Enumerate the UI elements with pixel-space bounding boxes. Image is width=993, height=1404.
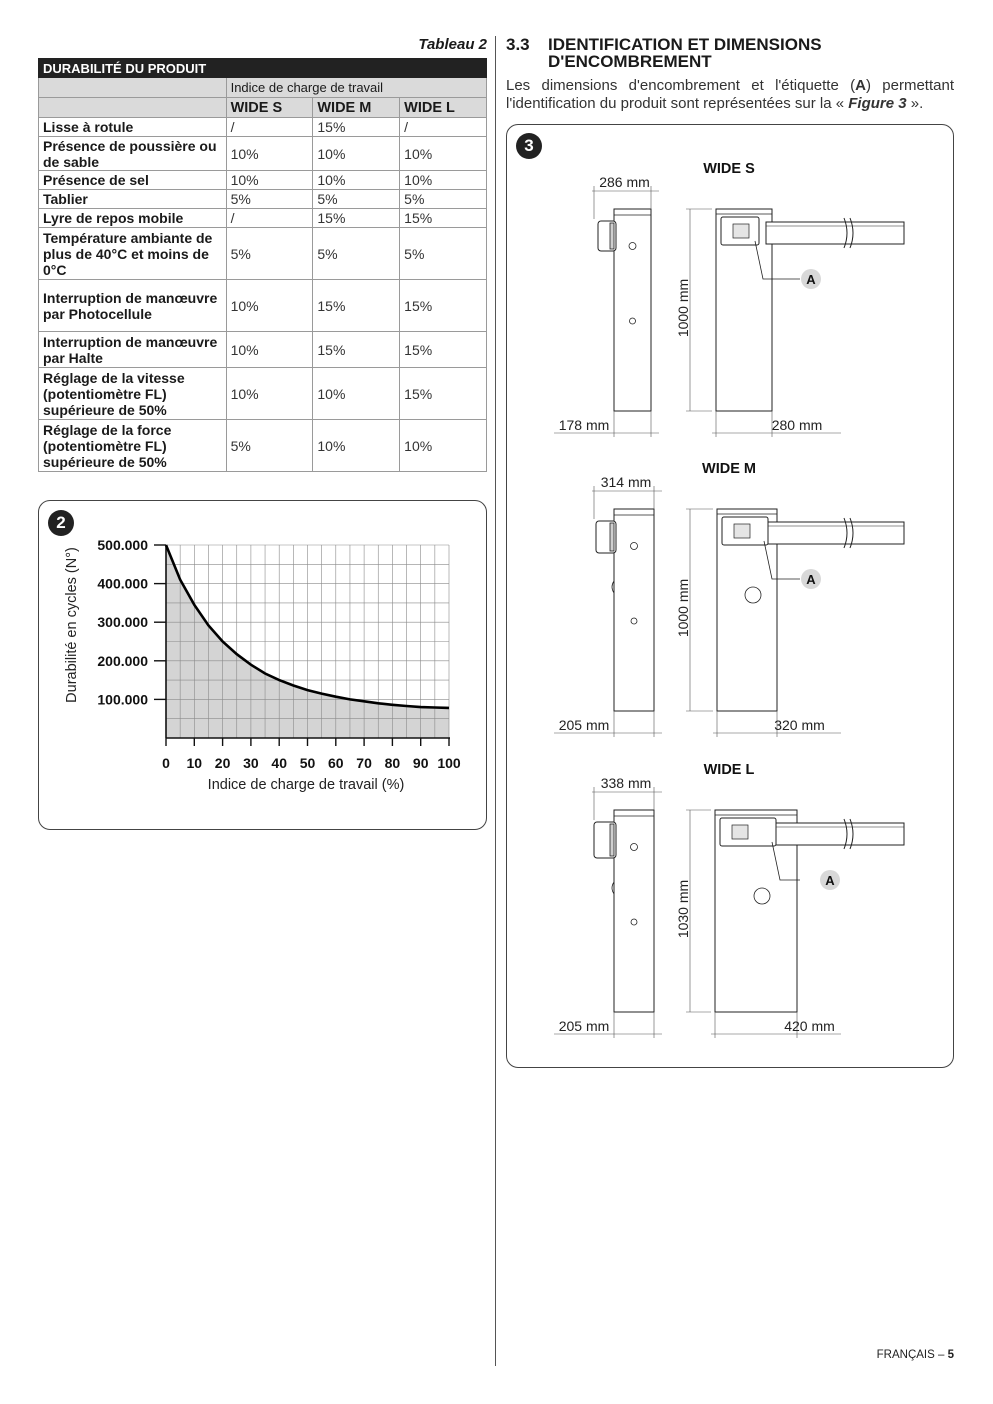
label-letter: A xyxy=(855,77,866,94)
table-row xyxy=(39,171,487,190)
footer-language: FRANÇAIS – xyxy=(876,1349,948,1361)
depth-label: 314 mm xyxy=(600,474,652,490)
row-label: Lyre de repos mobile xyxy=(39,209,227,228)
column-header: WIDE M xyxy=(313,98,400,118)
row-value: 10% xyxy=(313,368,400,420)
release-lock xyxy=(754,888,770,904)
column-divider xyxy=(495,36,496,1366)
header-empty-cell xyxy=(39,98,227,118)
model-name: WIDE S xyxy=(703,161,755,177)
row-value: 10% xyxy=(226,171,313,190)
row-label: Présence de sel xyxy=(39,171,227,190)
column-header: WIDE L xyxy=(400,98,487,118)
width-label: 320 mm xyxy=(774,717,825,733)
side-hole xyxy=(631,618,637,624)
x-tick-label: 20 xyxy=(214,755,231,771)
paragraph-text: ». xyxy=(906,95,924,112)
row-value: 15% xyxy=(313,332,400,368)
callout-letter: A xyxy=(825,873,835,888)
boom-arm xyxy=(765,823,904,845)
row-value: 15% xyxy=(313,209,400,228)
nice-logo xyxy=(732,825,748,839)
figure-3-number: 3 xyxy=(516,133,542,159)
model-drawing-1 xyxy=(554,461,904,737)
x-tick-label: 10 xyxy=(186,755,203,771)
y-tick-label: 400.000 xyxy=(97,575,148,592)
durability-table xyxy=(38,58,487,472)
section-paragraph xyxy=(506,77,954,113)
row-value: / xyxy=(400,118,487,137)
base-depth-label: 178 mm xyxy=(558,417,610,433)
depth-label: 286 mm xyxy=(599,174,650,190)
page-footer xyxy=(877,1349,954,1361)
y-tick-label: 500.000 xyxy=(97,537,148,553)
x-tick-label: 30 xyxy=(243,755,259,771)
x-tick-label: 60 xyxy=(328,755,344,771)
base-depth-label: 205 mm xyxy=(558,1018,610,1034)
width-label: 280 mm xyxy=(771,417,823,433)
section-title: IDENTIFICATION ET DIMENSIONS D'ENCOMBREMENT xyxy=(548,35,822,71)
x-tick-label: 80 xyxy=(384,755,401,771)
y-tick-label: 100.000 xyxy=(97,691,148,708)
callout-letter: A xyxy=(806,272,816,287)
side-hole xyxy=(630,318,636,324)
row-label: Réglage de la vitesse (potentiomètre FL) supérieure de 50% xyxy=(39,368,227,420)
row-label: Température ambiante de plus de 40°C et moins de 0°C xyxy=(39,228,227,280)
table-row xyxy=(39,368,487,420)
row-value: 5% xyxy=(313,190,400,209)
nice-logo xyxy=(734,524,750,538)
row-value: 5% xyxy=(226,420,313,472)
depth-label: 338 mm xyxy=(600,775,652,791)
paragraph-text: Les dimensions d'encombrement et l'étiquette ( xyxy=(506,77,856,94)
row-value: 10% xyxy=(226,368,313,420)
side-hole xyxy=(631,919,637,925)
row-value: 15% xyxy=(400,209,487,228)
x-axis-label: Indice de charge de travail (%) xyxy=(207,777,405,793)
side-view-body xyxy=(614,209,651,411)
row-value: / xyxy=(226,209,313,228)
arm-hub-flange xyxy=(610,223,614,249)
model-name: WIDE L xyxy=(703,762,755,778)
figure-reference: Figure 3 xyxy=(848,95,907,112)
arm-hub-flange xyxy=(610,523,614,551)
group-header: Indice de charge de travail xyxy=(226,78,486,98)
table-row xyxy=(39,118,487,137)
figure-2-number: 2 xyxy=(48,510,74,536)
row-label: Lisse à rotule xyxy=(39,118,227,137)
row-value: 15% xyxy=(313,280,400,332)
row-value: 15% xyxy=(400,280,487,332)
row-value: 15% xyxy=(400,368,487,420)
row-value: 15% xyxy=(400,332,487,368)
x-tick-label: 40 xyxy=(271,755,287,771)
release-lock xyxy=(745,587,761,603)
width-label: 420 mm xyxy=(784,1018,835,1034)
row-value: 10% xyxy=(400,137,487,171)
table-row xyxy=(39,190,487,209)
table-row xyxy=(39,209,487,228)
row-value: 10% xyxy=(226,332,313,368)
row-value: 10% xyxy=(226,280,313,332)
row-label: Présence de poussière ou de sable xyxy=(39,137,227,171)
section-number: 3.3 xyxy=(506,35,530,54)
model-drawing-2 xyxy=(554,762,904,1038)
y-axis-label: Durabilité en cycles (N°) xyxy=(64,547,80,703)
table-caption: Tableau 2 xyxy=(418,36,487,53)
model-drawing-0 xyxy=(554,161,904,437)
x-tick-label: 50 xyxy=(299,755,316,771)
table-row xyxy=(39,420,487,472)
x-tick-label: 0 xyxy=(162,755,170,771)
side-view-body xyxy=(614,509,654,711)
column-header: WIDE S xyxy=(226,98,313,118)
x-tick-label: 90 xyxy=(412,755,429,771)
row-value: 10% xyxy=(400,171,487,190)
row-value: 10% xyxy=(313,420,400,472)
height-label: 1030 mm xyxy=(675,879,691,939)
table-title: DURABILITÉ DU PRODUIT xyxy=(39,59,487,78)
arm-hub-flange xyxy=(610,824,614,856)
row-value: 5% xyxy=(400,228,487,280)
row-value: 10% xyxy=(400,420,487,472)
header-empty-cell xyxy=(39,78,227,98)
page-number: 5 xyxy=(947,1349,954,1361)
boom-arm xyxy=(767,522,904,544)
table-row xyxy=(39,137,487,171)
row-label: Interruption de manœuvre par Halte xyxy=(39,332,227,368)
row-label: Réglage de la force (potentiomètre FL) supérieure de 50% xyxy=(39,420,227,472)
row-value: 5% xyxy=(226,228,313,280)
model-name: WIDE M xyxy=(702,461,756,477)
durability-chart xyxy=(38,500,485,828)
dimensions-figure xyxy=(506,124,952,1066)
side-hole xyxy=(631,543,638,550)
boom-arm xyxy=(766,222,904,244)
row-value: 10% xyxy=(313,171,400,190)
height-label: 1000 mm xyxy=(675,278,691,338)
base-depth-label: 205 mm xyxy=(558,717,610,733)
y-tick-label: 300.000 xyxy=(97,614,148,631)
row-value: 10% xyxy=(226,137,313,171)
x-tick-label: 100 xyxy=(437,755,461,771)
row-value: 5% xyxy=(313,228,400,280)
y-tick-label: 200.000 xyxy=(97,652,148,669)
row-label: Interruption de manœuvre par Photocellule xyxy=(39,280,227,332)
table-row xyxy=(39,280,487,332)
row-label: Tablier xyxy=(39,190,227,209)
nice-logo xyxy=(733,224,749,238)
table-row xyxy=(39,332,487,368)
table-row xyxy=(39,228,487,280)
row-value: / xyxy=(226,118,313,137)
side-hole xyxy=(629,243,636,250)
paragraph-text: ) permettant l'identification du produit sont représentées sur la « xyxy=(506,77,954,112)
side-view-body xyxy=(614,810,654,1012)
row-value: 15% xyxy=(313,118,400,137)
row-value: 5% xyxy=(400,190,487,209)
x-tick-label: 70 xyxy=(356,755,372,771)
row-value: 5% xyxy=(226,190,313,209)
height-label: 1000 mm xyxy=(675,578,691,638)
row-value: 10% xyxy=(313,137,400,171)
side-hole xyxy=(631,844,638,851)
callout-letter: A xyxy=(806,572,816,587)
